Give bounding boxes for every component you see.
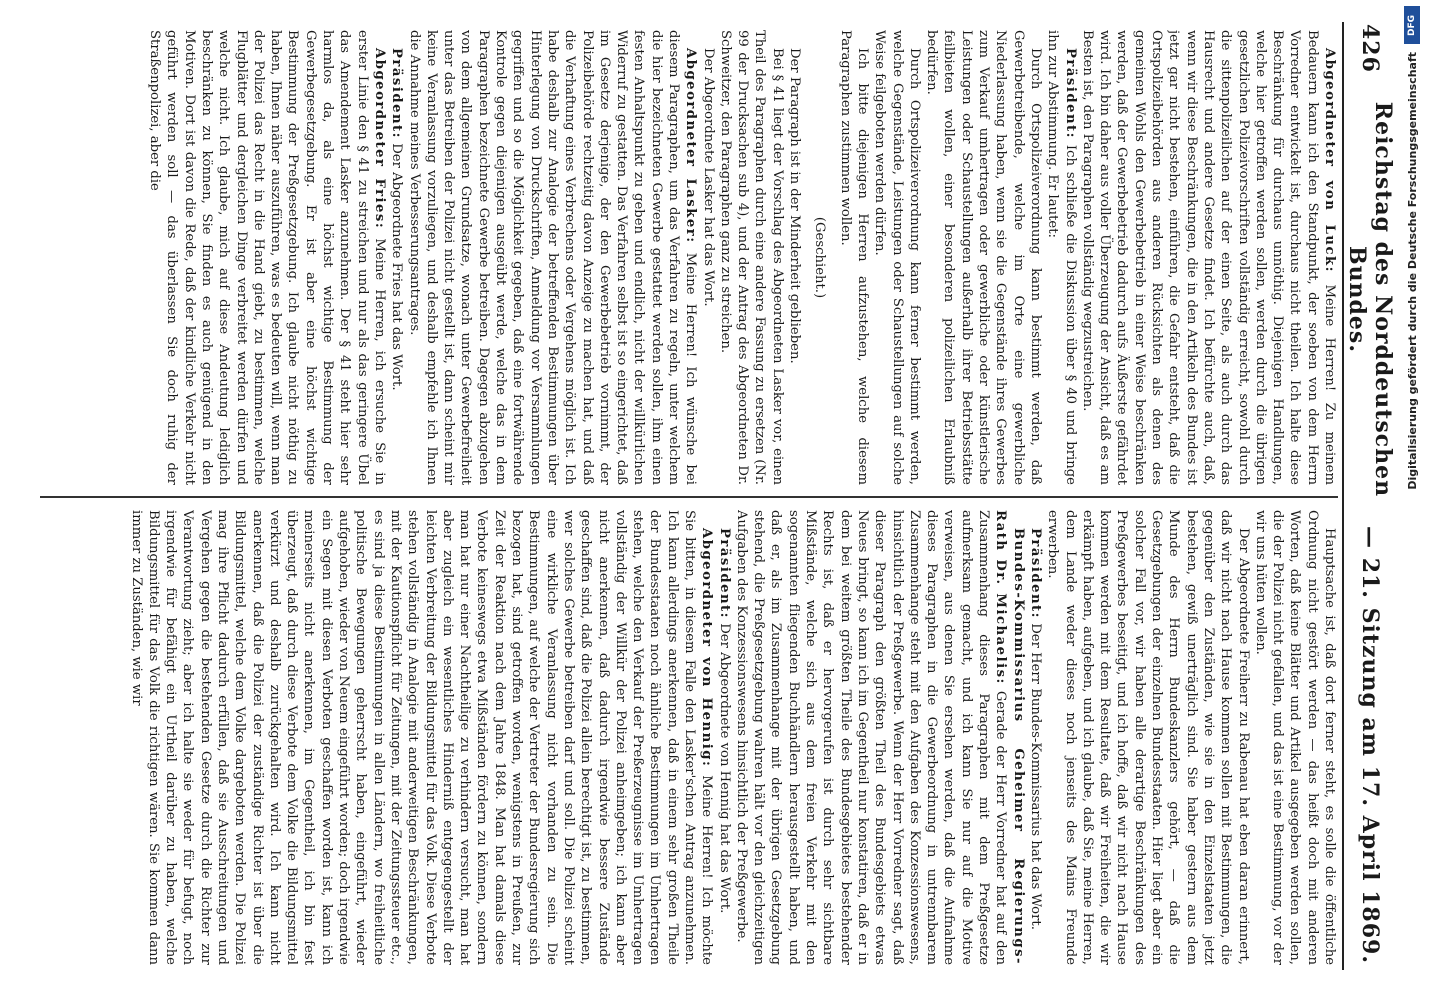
running-title-right: — 21. Sitzung am 17. April 1869. — [1357, 526, 1383, 964]
paragraph-text: Durch Ortspolizeiverordnung kann bestimmt werden, daß Gewerbetreibende, welche im Orte eine gewerbliche Niederlassung haben, wenn sie die Gegenstände ihres Gewerbes zum Verkauf umhertragen oder gewerbliche oder künstlerische Leistungen oder Schaustellungen außerhalb ihrer Betriebsstätte feilbieten wollen, einer besonderen polizeilichen Erlaubniß bedürfen. — [924, 30, 1043, 485]
paragraph — [1027, 510, 1044, 965]
paragraph — [836, 30, 871, 485]
paragraph — [146, 30, 388, 485]
paragraph-text: Meine Herren! Ich möchte Sie bitten, in diesem Falle den Lasker'schen Antrag anzunehmen. Ich kann allerdings anerkennen, daß in einem sehr großen Theile der Bundesstaaten noch ähnliche Bestimmungen im Umhertragen stehen, welche den Verkauf der Preßerzeugnisse im Umhertragen vollständig der Willkür der Polizei anheimgeben; ich kann aber nicht anerkennen, daß dadurch irgendwie bessere Zustände geschaffen sind, daß die Polizei allein berechtigt ist, zu bestimmen, wer solches Gewerbe betreiben darf und soll. Die Polizei scheint eine wirkliche Veranlassung nicht vorhanden zu sein. Die Bestimmungen, auf welche der Vertreter der Bundesregierung sich bezogen hat, sind getroffen worden, wenigstens in Preußen, zur Zeit der Reaktion nach dem Jahre 1848. Man hat damals diese Verbote keineswegs etwa Mißständen fördern zu können, sondern man hat nur einer Nachtheilige zu verhindern versucht, man hat aber zugleich ein wesentliches Hinderniß entgegengestellt der leichten Verbreitung der Bildungsmittel für das Volk. Diese Verbote stehen vollständig in Analogie mit anderweitigen Beschränkungen, mit der Kautionspflicht für Zeitungen, mit der Zeitungssteuer etc., es sind ja diese Bestimmungen in allen Ländern, wo freiheitliche politische Bewegungen geherrscht haben, eingeführt, wieder aufgehoben, wieder von Neuem eingeführt worden; doch irgendwie ein Segen mit diesen Verboten geschaffen worden ist, kann ich meinerseits nicht anerkennen, im Gegentheil, ich bin fest überzeugt, daß durch diese Verbote dem Volke die Bildungsmittel verkürzt und deshalb zurückgehalten wird. Ich kann nicht anerkennen, daß die Polizei der zuständige Richter ist über die Bildungsmittel, welche dem Volke dargeboten werden. Die Polizei mag ihre Pflicht dadurch erfüllen, daß sie Ausschreitungen und Vergehen gegen die bestehenden Gesetze durch die Richter zur Verantwortung zieht; aber ich halte sie weder für befugt, noch irgendwie für befähigt ein Urtheil darüber zu haben, welche Bildungsmittel für das Volk die richtigen wären. Sie kommen dann immer zu Zuständen, wie wir — [128, 510, 715, 965]
paragraph — [811, 30, 828, 485]
paragraph — [1044, 30, 1079, 485]
speaker-name: Abgeordneter Lasker: — [683, 48, 699, 244]
paragraph-text: Bei § 41 liegt der Vorschlag des Abgeordneten Lasker vor, einen Theil des Paragraphen durch eine andere Fassung zu ersetzen (Nr. 99 der Drucksachen sub 4), und der Antrag des Abgeordneten Dr. Schweitzer, den Paragraphen ganz zu streichen. — [717, 30, 785, 485]
paragraph — [717, 30, 786, 485]
paragraph-text: Meine Herren, ich ersuche Sie in erster Linie den § 41 zu streichen und nur als das geringere Übel das Amendement Lasker anzunehmen. Der § 41 steht hier sehr harmlos da, als eine höchst wichtige Bestimmung der Gewerbegesetzgebung. Er ist aber eine höchst wichtige Bestimmung der Preßgesetzgebung. Ich glaube nicht nöthig zu haben, Ihnen näher auszuführen, was es bedeuten will, wenn man der Polizei das Recht in die Hand giebt, zu bestimmen, welche Flugblätter und dergleichen Dinge verbreitet werden dürfen und welche nicht. Ich glaube, mich auf diese Andeutung lediglich beschränken zu können, Sie finden es auch genügend in den Motiven. Dort ist davon die Rede, daß der kindliche Verkehr nicht geführt werden soll — das überlassen Sie doch ruhig der Straßenpolizei, aber die — [147, 30, 387, 485]
running-title-left: Reichstag des Norddeutschen Bundes. — [1344, 101, 1396, 498]
paragraph — [733, 510, 1027, 965]
paragraph — [1252, 510, 1338, 965]
header-rule — [1342, 22, 1344, 970]
paragraph — [127, 510, 715, 965]
column-divider — [40, 496, 1338, 498]
paragraph-text: Durch Ortspolizeiverordnung kann ferner bestimmt werden, welche Gegenstände, Leistungen oder Schaustellungen auf solche Weise feilgeboten werden dürfen. — [872, 30, 922, 485]
speaker-name: Präsident: — [716, 528, 732, 620]
paragraph-text: Meine Herren! Zu meinem Bedauern kann ich den Standpunkt, der soeben von dem Herrn Vorredner entwickelt ist, durchaus nicht theilen. Ich halte diese Beschränkung für durchaus unnöthig. Diejenigen Handlungen, welche hier getroffen werden sollen, werden durch die übrigen gesetzlichen Polizeivorschriften vollständig erreicht, sowohl durch die sittenpolizeilichen auf der einen Seite, als auch durch das Hausrecht und andere Gesetze findet. Ich befürchte auch, daß, wenn wir diese Beschränkungen, die in den Artikeln des Bundes ist jetzt gar nicht bestehen, einführen, die Gefahr entsteht, daß die Ortspolizeibehörden aus anderen Rücksichten als denen des gemeinen Wohls den Gewerbebetrieb in einer Weise beschränken werden, daß der Gewerbebetrieb dadurch aufs Äußerste gefährdet wird. Ich bin daher aus voller Überzeugung der Ansicht, daß es am Besten ist, den Paragraphen vollständig wegzustreichen. — [1079, 30, 1337, 485]
speaker-name: Präsident: — [1027, 528, 1043, 620]
text-column-left — [10, 30, 1338, 485]
paragraph — [786, 30, 803, 485]
running-head — [1344, 24, 1396, 964]
paragraph-text: Gerade der Herr Vorredner hat auf den Zusammenhang dieses Paragraphen mit dem Preßgesetze aufmerksam gemacht, und ich kann Sie nur auf die Motive verweisen, aus denen Sie ersehen werden, daß die Aufnahme dieses Paragraphen in die Gewerbeordnung in untrennbarem Zusammenhange steht mit den Aufgaben des Konzessionswesens, hinsichtlich der Preßgewerbe. Wenn der Herr Vorredner sagt, daß dieser Paragraph den größten Theil des Bundesgebiets etwas Neues bringt, so kann ich im Gegentheil nur konstatiren, daß er in dem bei weitem größten Theile des Bundesgebietes bestehender Rechts ist, daß er hervorgerufen ist durch sehr sichtbare Mißstände, welche sich aus dem freien Verkehr mit den sogenannten fliegenden Buchhändlern herausgestellt haben, und daß er, als im Zusammenhange mit der übrigen Gesetzgebung stehend, die Preßgesetzgebung wahren hält vor den gleichzeitigen Aufgaben des Konzessionswesens hinsichtlich der Preßgewerbe. — [733, 510, 1009, 965]
paragraph-text: Der Abgeordnete von Hennig hat das Wort. — [716, 623, 732, 914]
paragraph-text: Der Abgeordnete Fries hat das Wort. — [389, 143, 405, 391]
paragraph-text: Hauptsache ist, daß dort ferner steht, es solle die öffentliche Ordnung nicht gestört werden — das heißt doch mit anderen Worten, daß keine Blätter und Artikel ausgegeben werden sollen, die der Polizei nicht gefallen, und das ist eine Bestimmung, vor der wir uns hüten wollen. — [1252, 510, 1337, 965]
paragraph-text: Der Abgeordnete Lasker hat das Wort. — [700, 48, 716, 307]
paragraph-text: Meine Herren! Ich wünsche bei diesem Paragraphen, um das Verfahren zu regeln, unter welchem die hier bezeichneten Gewerbe gestattet werden sollen, ihm einen festen Anhaltspunkt zu geben und endlich, nicht der willkürlichen Widerruf zu gestatten. Das Verfahren selbst ist so eingerichtet, daß im Gesetze derjenige, der den Gewerbebetrieb vornimmt, der Polizeibehörde rechtzeitig davon Anzeige zu machen hat, und daß die Verhaftung eines Verbrechens oder Vergehens möglich ist. Ich habe deshalb zur Analogie der betreffenden Bestimmungen über Hinterlegung von Druckschriften, Anmeldung vor Versammlungen gegriffen und so die Möglichkeit gegeben, daß eine fortwährende Kontrole gegen diejenigen ausgeübt werde, welche das in dem Paragraphen bezeichnete Gewerbe betreiben. Dagegen abzugehen von dem allgemeinen Grundsatze, wonach unter Gewerbefreiheit unter das Betreiben der Polizei nicht gestellt ist, dann scheint mir keine Veranlassung vorzuliegen, und deshalb empfehle ich Ihnen die Annahme meines Verbesserungsantrages. — [406, 30, 699, 485]
paragraph-text: (Geschieht.) — [812, 216, 828, 299]
paragraph — [871, 30, 923, 485]
paragraph — [715, 510, 732, 965]
speaker-name: Präsident: — [389, 48, 405, 140]
paragraph-text: Der Herr Bundes-Kommissarius hat das Wort. — [1027, 623, 1043, 930]
paragraph-text: Der Abgeordnete Freiherr zu Rabenau hat eben daran erinnert, daß wir nicht nach Hause kommen sollen mit Bestimmungen, die gegenüber den Zuständen, wie sie in den Einzelstaaten jetzt bestehen, gewiß unerträglich sind. Sie haber gestern aus dem Munde des Herrn Bundeskanzlers gehört, — daß die Gesetzgebungen der einzelnen Bundesstaaten. Hier liegt aber ein solcher Fall vor, wir haben alle derartige Beschränkungen des Preßgewerbes beseitigt, und ich hoffe, daß wir nicht nach Hause kommen werden mit dem Resultate, daß wir Freiheiten, die wir erkämpft haben, aufgeben, und ich glaube, daß Sie, meine Herren, dem Lande weder dieses noch jenseits des Mains Freunde erwerben. — [1045, 510, 1251, 965]
text-column-right — [10, 510, 1338, 965]
page-number: 426 — [1357, 24, 1383, 73]
dfg-logo-badge: DFG — [1404, 6, 1420, 44]
speaker-name: Abgeordneter von Luck: — [1322, 48, 1337, 274]
paragraph-text: Der Paragraph ist in der Minderheit geblieben. — [787, 48, 803, 364]
speaker-name: Präsident: — [1062, 48, 1078, 140]
paragraph-text: Ich schließe die Diskussion über § 40 und bringe ihn zur Abstimmung. Er lautet: — [1045, 30, 1078, 485]
digitization-credit — [1398, 0, 1426, 1000]
paragraph — [1079, 30, 1338, 485]
paragraph — [699, 30, 716, 485]
credit-text: Digitalisierung gefördert durch die Deutsche Forschungsgemeinschaft — [1405, 52, 1419, 490]
paragraph — [405, 30, 699, 485]
paragraph — [923, 30, 1044, 485]
speaker-name: Abgeordneter Fries: — [371, 48, 387, 230]
paragraph — [1044, 510, 1252, 965]
paragraph-text: Ich bitte diejenigen Herren aufzustehen, welche diesem Paragraphen zustimmen wollen. — [837, 30, 870, 485]
speaker-name: Abgeordneter von Hennig: — [699, 528, 715, 768]
paragraph — [388, 30, 405, 485]
speaker-name: Bundes-Kommissarius Geheimer Regierungs-Rath Dr. Michaelis: — [993, 510, 1026, 965]
